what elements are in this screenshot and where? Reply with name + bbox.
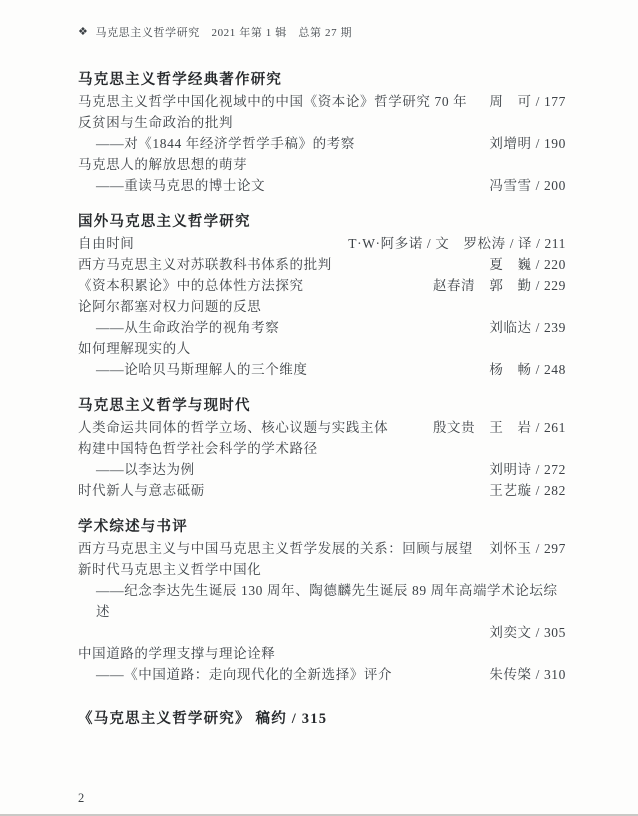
entry-author-page: 王艺璇 / 282 bbox=[489, 483, 566, 498]
entry-title: 自由时间 bbox=[78, 236, 135, 251]
entry-author-page: 刘奕文 / 305 bbox=[489, 625, 566, 640]
toc-entry-subtitle bbox=[78, 175, 566, 196]
running-header bbox=[78, 24, 352, 40]
entry-title: 西方马克思主义与中国马克思主义哲学发展的关系：回顾与展望 bbox=[78, 541, 473, 556]
toc-entry bbox=[78, 417, 566, 438]
entry-title: 西方马克思主义对苏联教科书体系的批判 bbox=[78, 257, 332, 272]
diamond-icon: ❖ bbox=[78, 25, 89, 38]
toc-entry-subtitle bbox=[78, 317, 566, 338]
entry-subtitle: ——《中国道路：走向现代化的全新选择》评介 bbox=[96, 667, 393, 682]
entry-subtitle: ——重读马克思的博士论文 bbox=[96, 178, 266, 193]
entry-title: 构建中国特色哲学社会科学的学术路径 bbox=[78, 441, 318, 456]
section-classic-works bbox=[78, 70, 566, 196]
toc-entry bbox=[78, 643, 566, 664]
entry-title: 马克思主义哲学中国化视域中的中国《资本论》哲学研究 70 年 bbox=[78, 94, 468, 109]
section-heading: 学术综述与书评 bbox=[78, 519, 188, 535]
toc-entry bbox=[78, 438, 566, 459]
toc-entry bbox=[78, 233, 566, 254]
toc-entry bbox=[78, 91, 566, 112]
entry-author-page: 夏 巍 / 220 bbox=[489, 257, 566, 272]
section-modern-era bbox=[78, 396, 566, 501]
toc-entry-subtitle bbox=[78, 459, 566, 480]
entry-subtitle: ——纪念李达先生诞辰 130 周年、陶德麟先生诞辰 89 周年高端学术论坛综述 bbox=[96, 583, 558, 619]
toc-entry bbox=[78, 296, 566, 317]
toc-content bbox=[78, 60, 566, 730]
section-foreign-marxism bbox=[78, 212, 566, 380]
toc-entry-subtitle bbox=[78, 580, 566, 622]
toc-entry bbox=[78, 538, 566, 559]
entry-subtitle: ——论哈贝马斯理解人的三个维度 bbox=[96, 362, 308, 377]
entry-author-page: 刘临达 / 239 bbox=[489, 320, 566, 335]
entry-title: 中国道路的学理支撑与理论诠释 bbox=[78, 646, 276, 661]
call-for-papers-line: 《马克思主义哲学研究》 稿约 / 315 bbox=[78, 711, 328, 727]
entry-title: 人类命运共同体的哲学立场、核心议题与实践主体 bbox=[78, 420, 389, 435]
running-header-text: 马克思主义哲学研究 2021 年第 1 辑 总第 27 期 bbox=[95, 27, 353, 39]
toc-entry bbox=[78, 112, 566, 133]
entry-author-page: 冯雪雪 / 200 bbox=[489, 178, 566, 193]
section-heading: 马克思主义哲学与现时代 bbox=[78, 398, 251, 414]
toc-entry-subtitle bbox=[78, 133, 566, 154]
entry-author-page: 周 可 / 177 bbox=[489, 94, 566, 109]
section-heading: 马克思主义哲学经典著作研究 bbox=[78, 72, 283, 88]
page-number: 2 bbox=[78, 791, 85, 805]
entry-subtitle: ——对《1844 年经济学哲学手稿》的考察 bbox=[96, 136, 355, 151]
toc-entry bbox=[78, 154, 566, 175]
section-reviews bbox=[78, 517, 566, 685]
toc-entry bbox=[78, 559, 566, 580]
entry-author-page: 赵春清 郭 勤 / 229 bbox=[432, 278, 566, 293]
entry-title: 马克思人的解放思想的萌芽 bbox=[78, 157, 248, 172]
toc-entry bbox=[78, 254, 566, 275]
entry-subtitle: ——从生命政治学的视角考察 bbox=[96, 320, 280, 335]
entry-title: 如何理解现实的人 bbox=[78, 341, 191, 356]
entry-title: 时代新人与意志砥砺 bbox=[78, 483, 205, 498]
toc-entry bbox=[78, 338, 566, 359]
entry-title: 新时代马克思主义哲学中国化 bbox=[78, 562, 262, 577]
entry-author-page: 刘明诗 / 272 bbox=[489, 462, 566, 477]
entry-author-page: 刘增明 / 190 bbox=[489, 136, 566, 151]
entry-title: 反贫困与生命政治的批判 bbox=[78, 115, 234, 130]
entry-subtitle: ——以李达为例 bbox=[96, 462, 195, 477]
entry-title: 《资本积累论》中的总体性方法探究 bbox=[78, 278, 304, 293]
toc-entry-subtitle bbox=[78, 664, 566, 685]
entry-author-page: 杨 畅 / 248 bbox=[489, 362, 566, 377]
toc-entry bbox=[78, 480, 566, 501]
toc-entry-author-line bbox=[78, 622, 566, 643]
entry-title: 论阿尔都塞对权力问题的反思 bbox=[78, 299, 262, 314]
entry-author-page: T·W·阿多诺 / 文 罗松涛 / 译 / 211 bbox=[348, 236, 566, 251]
section-heading: 国外马克思主义哲学研究 bbox=[78, 214, 251, 230]
toc-entry bbox=[78, 275, 566, 296]
entry-author-page: 殷文贵 王 岩 / 261 bbox=[432, 420, 566, 435]
toc-entry-subtitle bbox=[78, 359, 566, 380]
entry-author-page: 刘怀玉 / 297 bbox=[489, 541, 566, 556]
entry-author-page: 朱传棨 / 310 bbox=[489, 667, 566, 682]
